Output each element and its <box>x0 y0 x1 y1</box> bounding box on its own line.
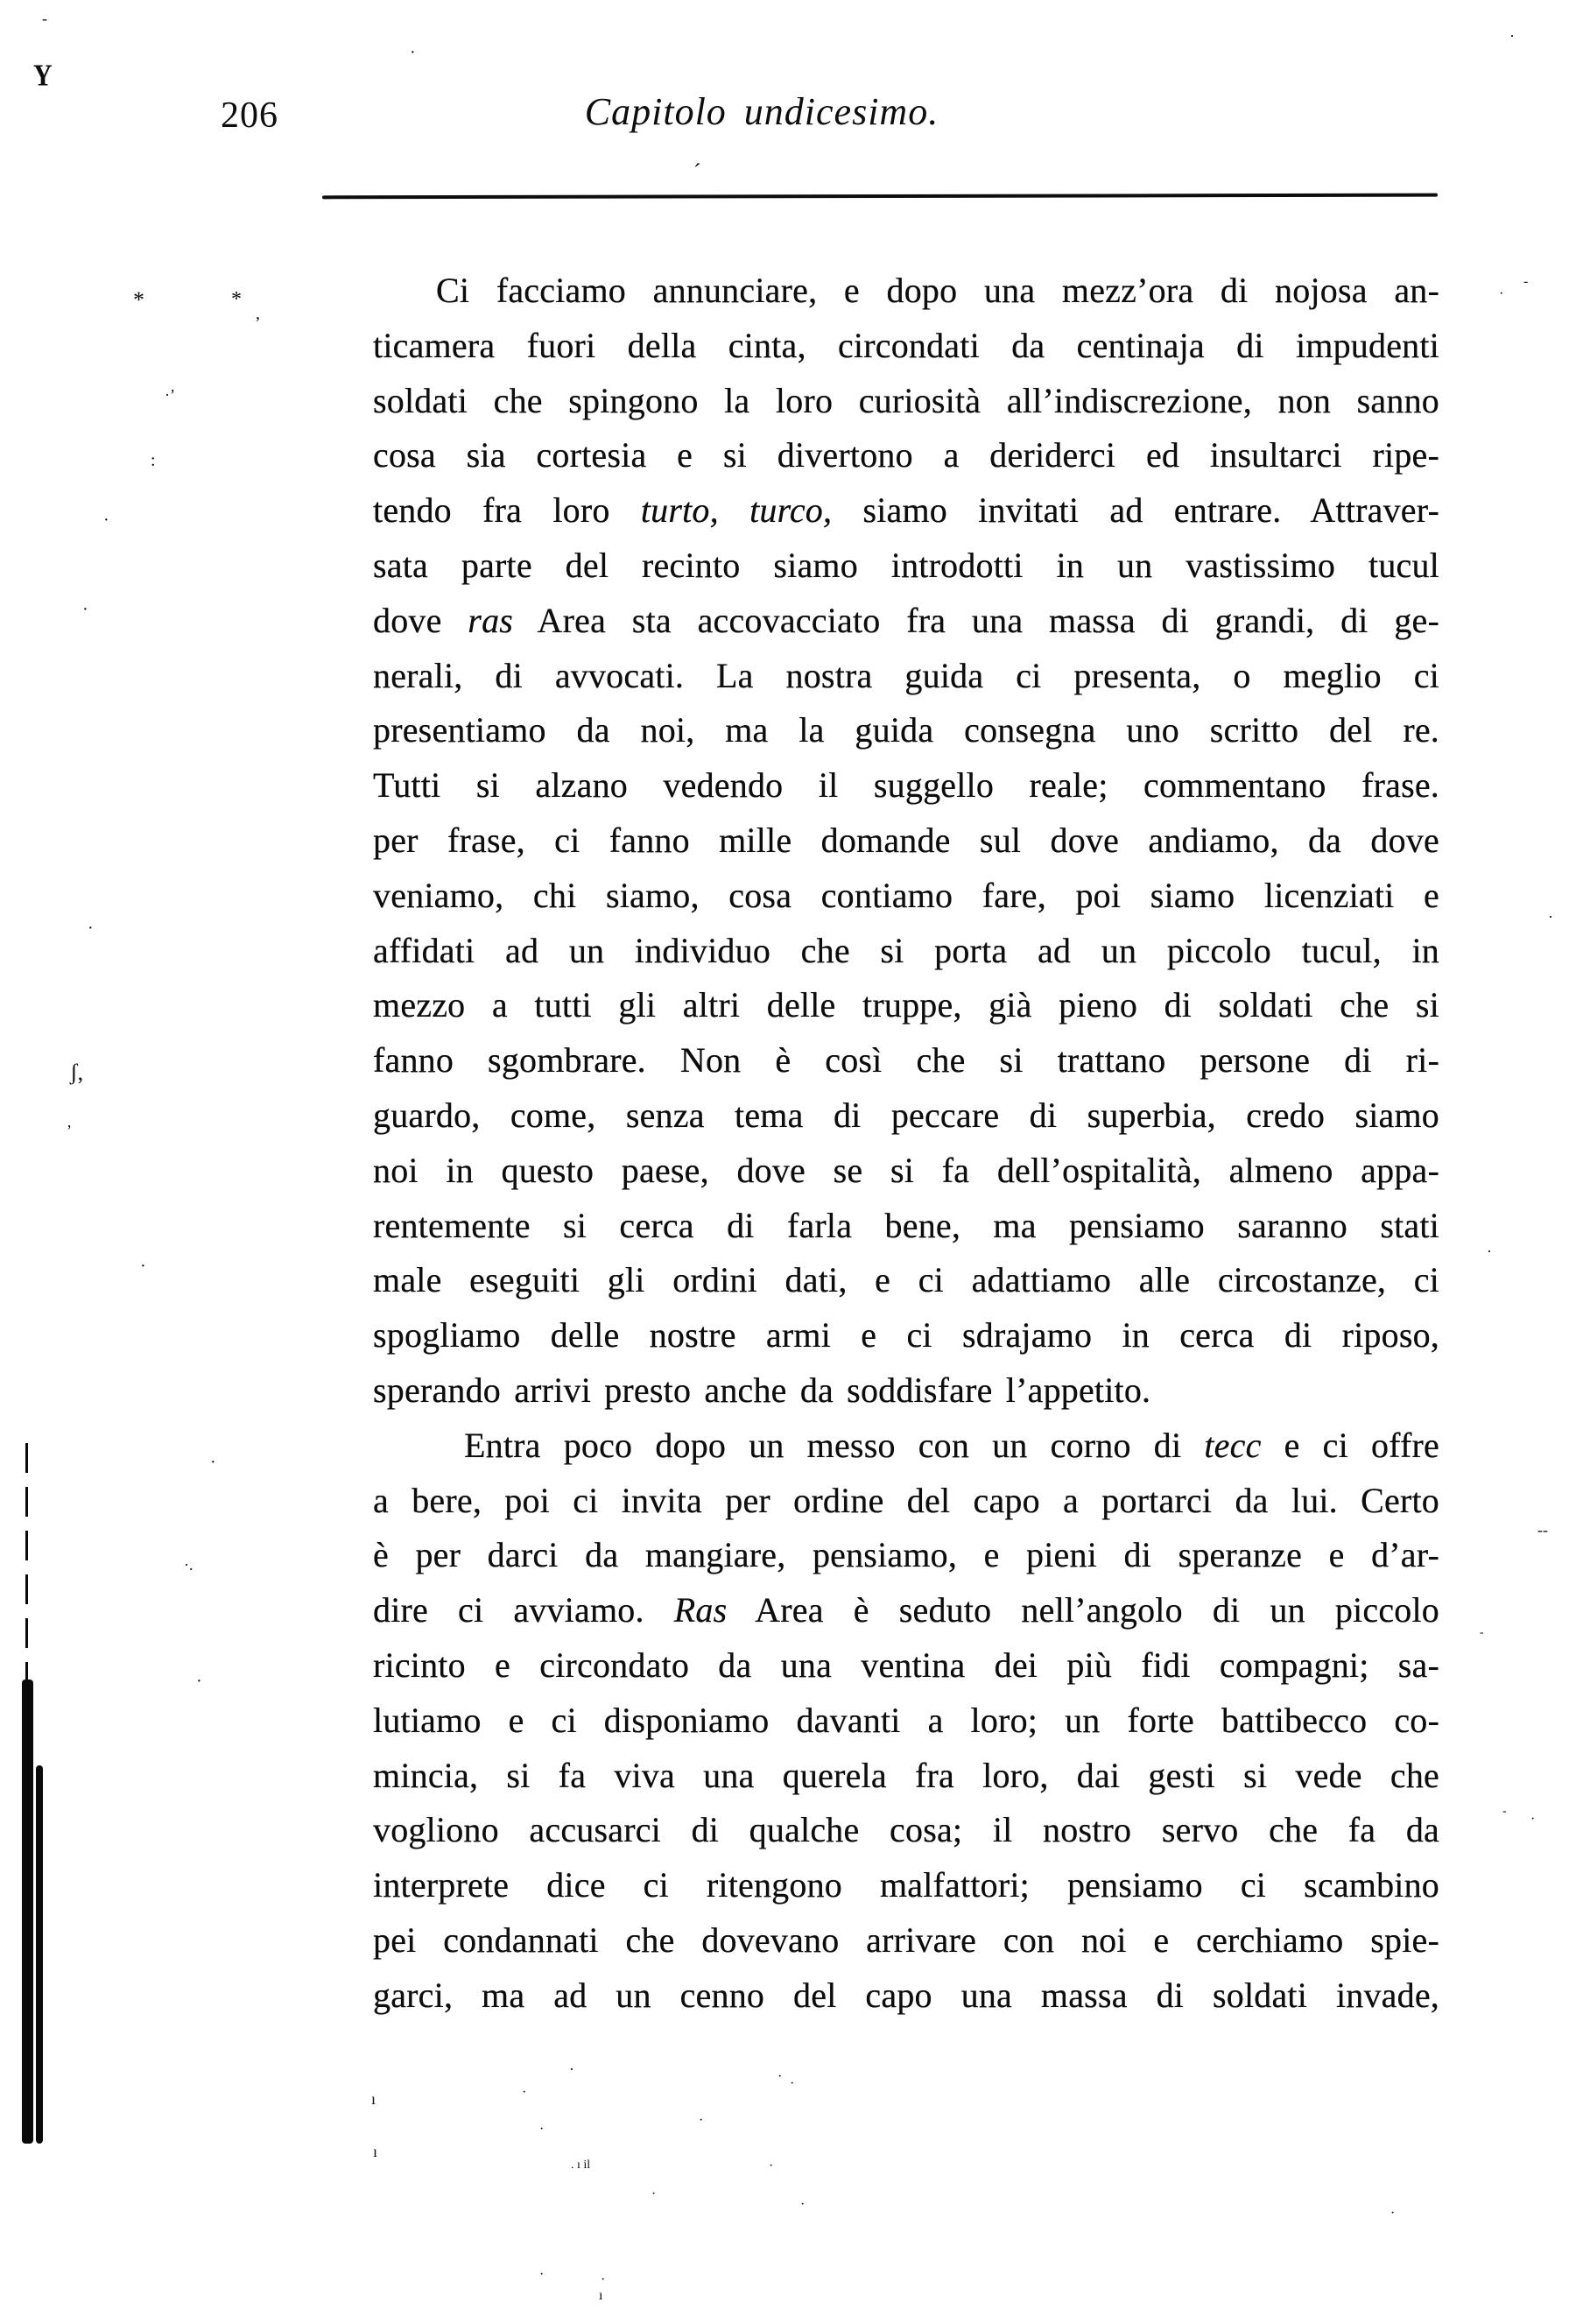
ink-speck: : <box>151 451 156 470</box>
text-line <box>373 813 1439 869</box>
header-rule <box>322 194 1438 200</box>
ink-speck: ´ <box>693 159 701 185</box>
text-segment: per frase, ci fanno mille domande sul dove andiamo, da dove <box>373 820 1439 860</box>
text-line <box>373 1858 1439 1913</box>
ink-speck: · <box>699 2113 704 2128</box>
body-text <box>373 264 1439 2024</box>
text-line <box>373 1968 1439 2024</box>
text-segment: sperando arrivi presto anche da soddisfare l’appetito. <box>373 1370 1151 1410</box>
text-line <box>373 428 1439 483</box>
italic-text-segment: turto, <box>640 490 719 531</box>
text-segment: mezzo a tutti gli altri delle truppe, già pieno di soldati che si <box>373 985 1439 1025</box>
text-line <box>373 1088 1439 1144</box>
italic-text-segment: Ras <box>673 1590 728 1630</box>
text-segment: Area sta accovacciato fra una massa di grandi, di ge- <box>513 600 1439 640</box>
text-segment: rentemente si cerca di farla bene, ma pensiamo saranno stati <box>373 1205 1439 1245</box>
italic-text-segment: ras <box>468 600 514 640</box>
text-segment: dire ci avviamo. <box>373 1590 674 1630</box>
ink-speck: ·. <box>184 1556 193 1574</box>
ink-speck: · <box>1530 1812 1536 1827</box>
text-line <box>373 649 1439 704</box>
text-line <box>373 1033 1439 1088</box>
text-segment: affidati ad un individuo che si porta ad un piccolo tucul, in <box>373 930 1439 970</box>
text-segment: Ci facciamo annunciare, e dopo una mezz’ora di nojosa an- <box>436 271 1439 310</box>
ink-speck: ʃ, <box>70 1060 84 1085</box>
ink-speck: ı <box>599 2288 603 2303</box>
text-line <box>373 1253 1439 1308</box>
ink-speck: · <box>790 2076 795 2091</box>
text-line <box>373 594 1439 649</box>
ink-speck: · <box>1487 1243 1492 1260</box>
ink-speck: · <box>651 2187 657 2201</box>
text-segment: mincia, si fa viva una querela fra loro, dai gesti si vede che <box>373 1755 1439 1795</box>
ink-speck: * <box>133 287 144 313</box>
text-segment: guardo, come, senza tema di peccare di superbia, credo siamo <box>373 1095 1439 1135</box>
text-line <box>373 1913 1439 1968</box>
ink-streak-left-2 <box>36 1765 43 2144</box>
text-segment: vogliono accusarci di qualche cosa; il nostro servo che fa da <box>373 1810 1439 1850</box>
text-line <box>373 1583 1439 1638</box>
ink-speck: -- <box>1537 1521 1548 1539</box>
text-segment: presentiamo da noi, ma la guida consegna uno scritto del re. <box>373 710 1439 750</box>
ink-speck: , <box>256 304 260 323</box>
text-segment: pei condannati che dovevano arrivare con noi e cerchiamo spie- <box>373 1919 1439 1960</box>
text-line <box>373 1144 1439 1199</box>
text-segment: Entra poco dopo un messo con un corno di <box>464 1425 1205 1465</box>
ink-speck: · <box>601 2272 606 2287</box>
text-line <box>373 1803 1439 1858</box>
ink-streak-left <box>22 1680 33 2144</box>
text-line <box>373 1749 1439 1804</box>
ink-speck: ı <box>371 2090 376 2108</box>
text-segment: male eseguiti gli ordini dati, e ci adattiamo alle circostanze, ci <box>373 1260 1439 1300</box>
italic-text-segment: tecc <box>1204 1425 1262 1465</box>
ink-speck: · <box>569 2060 574 2078</box>
ink-speck: · <box>140 1257 146 1276</box>
text-segment: lutiamo e ci disponiamo davanti a loro; un forte battibecco co- <box>373 1700 1439 1740</box>
text-segment: spogliamo delle nostre armi e ci sdrajamo in cerca di riposo, <box>373 1315 1439 1356</box>
ink-speck: · <box>522 2085 527 2100</box>
ink-speck: · <box>410 43 416 62</box>
text-segment: Area è seduto nell’angolo di un piccolo <box>727 1590 1439 1630</box>
text-line <box>373 924 1439 979</box>
ink-speck: ’ <box>67 1122 72 1139</box>
ink-speck: · <box>210 1453 216 1472</box>
text-segment: e ci offre <box>1261 1425 1439 1465</box>
text-segment: sata parte del recinto siamo introdotti in un vastissimo tucul <box>373 545 1439 585</box>
text-line <box>373 703 1439 758</box>
text-segment: a bere, poi ci invita per ordine del capo a portarci da lui. Certo <box>373 1480 1439 1520</box>
text-line <box>373 539 1439 594</box>
ink-speck: . ı il <box>571 2159 591 2172</box>
ink-speck: ı <box>373 2143 378 2160</box>
text-segment: noi in questo paese, dove se si fa dell’ospitalità, almeno appa- <box>373 1150 1439 1190</box>
text-line <box>373 483 1439 539</box>
text-segment: dove <box>373 600 468 640</box>
text-line <box>373 319 1439 374</box>
ink-speck: ·’ <box>165 386 175 404</box>
text-segment: fanno sgombrare. Non è così che si trattano persone di ri- <box>373 1040 1439 1081</box>
text-segment: soldati che spingono la loro curiosità all’indiscrezione, non sanno <box>373 380 1439 420</box>
ink-speck: · <box>1548 908 1553 926</box>
text-segment: garci, ma ad un cenno del capo una massa di soldati invade, <box>373 1975 1439 2015</box>
text-segment: Tutti si alzano vedendo il suggello reale; commentano frase. <box>373 765 1439 806</box>
text-line <box>373 1638 1439 1694</box>
ink-speck: · <box>103 511 109 530</box>
text-line <box>373 1308 1439 1363</box>
ink-streak-thin <box>25 1443 28 1683</box>
ink-speck: · <box>769 2159 774 2173</box>
ink-speck: · <box>196 1672 202 1691</box>
text-segment: è per darci da mangiare, pensiamo, e pieni di speranze e d’ar- <box>373 1535 1439 1575</box>
ink-speck: · <box>539 2267 545 2282</box>
text-segment <box>719 490 749 530</box>
text-segment: siamo invitati ad entrare. Attraver- <box>832 490 1440 531</box>
text-line <box>373 869 1439 924</box>
text-segment: cosa sia cortesia e si divertono a deriderci ed insultarci ripe- <box>373 435 1439 475</box>
text-line <box>373 1694 1439 1749</box>
ink-speck: · <box>800 2197 806 2212</box>
text-segment: ricinto e circondato da una ventina dei più fidi compagni; sa- <box>373 1644 1439 1685</box>
text-line <box>373 1474 1439 1529</box>
text-line <box>373 978 1439 1033</box>
ink-speck: - <box>42 10 47 27</box>
ink-speck: * <box>231 288 242 311</box>
ink-speck: · <box>1499 286 1504 301</box>
italic-text-segment: turco, <box>749 490 833 531</box>
page-number: 206 <box>221 95 278 136</box>
ink-speck: · <box>539 2122 545 2137</box>
text-line <box>373 374 1439 429</box>
text-segment: nerali, di avvocati. La nostra guida ci presenta, o meglio ci <box>373 655 1439 695</box>
text-line <box>373 1419 1439 1474</box>
ink-speck: · <box>88 919 94 938</box>
text-segment: veniamo, chi siamo, cosa contiamo fare, poi siamo licenziati e <box>373 875 1439 915</box>
text-line <box>373 1199 1439 1254</box>
ink-speck: · <box>82 600 88 619</box>
ink-speck: - <box>1502 1805 1507 1818</box>
chapter-title: Capitolo undicesimo. <box>584 90 939 133</box>
ink-speck: - <box>1480 1626 1484 1639</box>
text-line <box>373 1528 1439 1583</box>
text-line <box>373 1363 1439 1419</box>
ink-speck: · <box>1509 27 1515 45</box>
ink-speck: · <box>1390 2206 1396 2221</box>
text-line <box>373 264 1439 319</box>
text-segment: tendo fra loro <box>373 490 641 531</box>
ink-speck: · <box>777 2069 783 2084</box>
text-segment: interprete dice ci ritengono malfattori; pensiamo ci scambino <box>373 1865 1439 1905</box>
text-segment: ticamera fuori della cinta, circondati da centinaja di impudenti <box>373 325 1439 365</box>
corner-mark: Y <box>33 59 53 93</box>
text-line <box>373 758 1439 813</box>
ink-speck: - <box>1523 274 1529 289</box>
